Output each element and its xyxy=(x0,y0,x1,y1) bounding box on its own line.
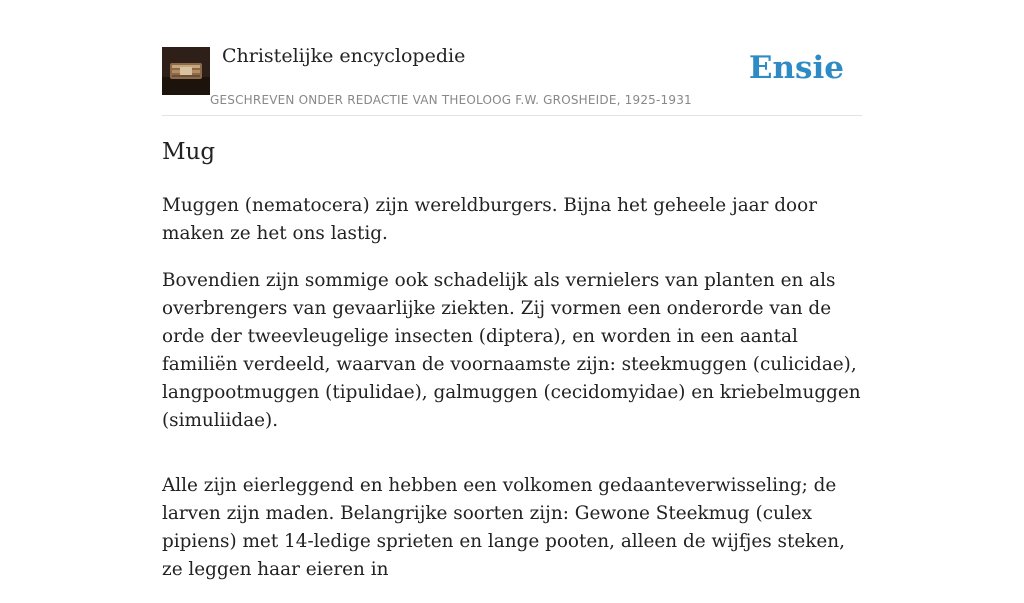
encyclopedia-subtitle: GESCHREVEN ONDER REDACTIE VAN THEOLOOG F.W. GROSHEIDE, 1925-1931 xyxy=(210,93,692,107)
book-photo-icon[interactable] xyxy=(162,47,210,95)
encyclopedia-title-link[interactable]: Christelijke encyclopedie xyxy=(222,45,466,67)
content-container xyxy=(162,0,862,580)
article-paragraph: Alle zijn eierleggend en hebben een volkomen gedaanteverwisseling; de larven zijn maden. Belangrijke soorten zijn: Gewone Steekmug (culex pipiens) met 14-ledige sprieten en lange pooten, alleen de wijfjes steken, ze leggen haar eieren in xyxy=(162,475,845,580)
article-title: Mug xyxy=(162,139,216,165)
brand-logo-link[interactable]: Ensie xyxy=(748,50,844,86)
article-paragraph: Muggen (nematocera) zijn wereldburgers. Bijna het geheele jaar door maken ze het ons lastig. xyxy=(162,195,817,244)
article-paragraph: Bovendien zijn sommige ook schadelijk als vernielers van planten en als overbrengers van gevaarlijke ziekten. Zij vormen een onderorde van de orde der tweevleugelige insecten (diptera), en worden in een aantal familiën verdeeld, waarvan de voornaamste zijn: steekmuggen (culicidae), langpootmuggen (tipulidae), galmuggen (cecidomyidae) en kriebelmuggen (simuliidae). xyxy=(162,270,861,431)
article-body xyxy=(162,192,862,603)
site-header xyxy=(162,0,862,116)
